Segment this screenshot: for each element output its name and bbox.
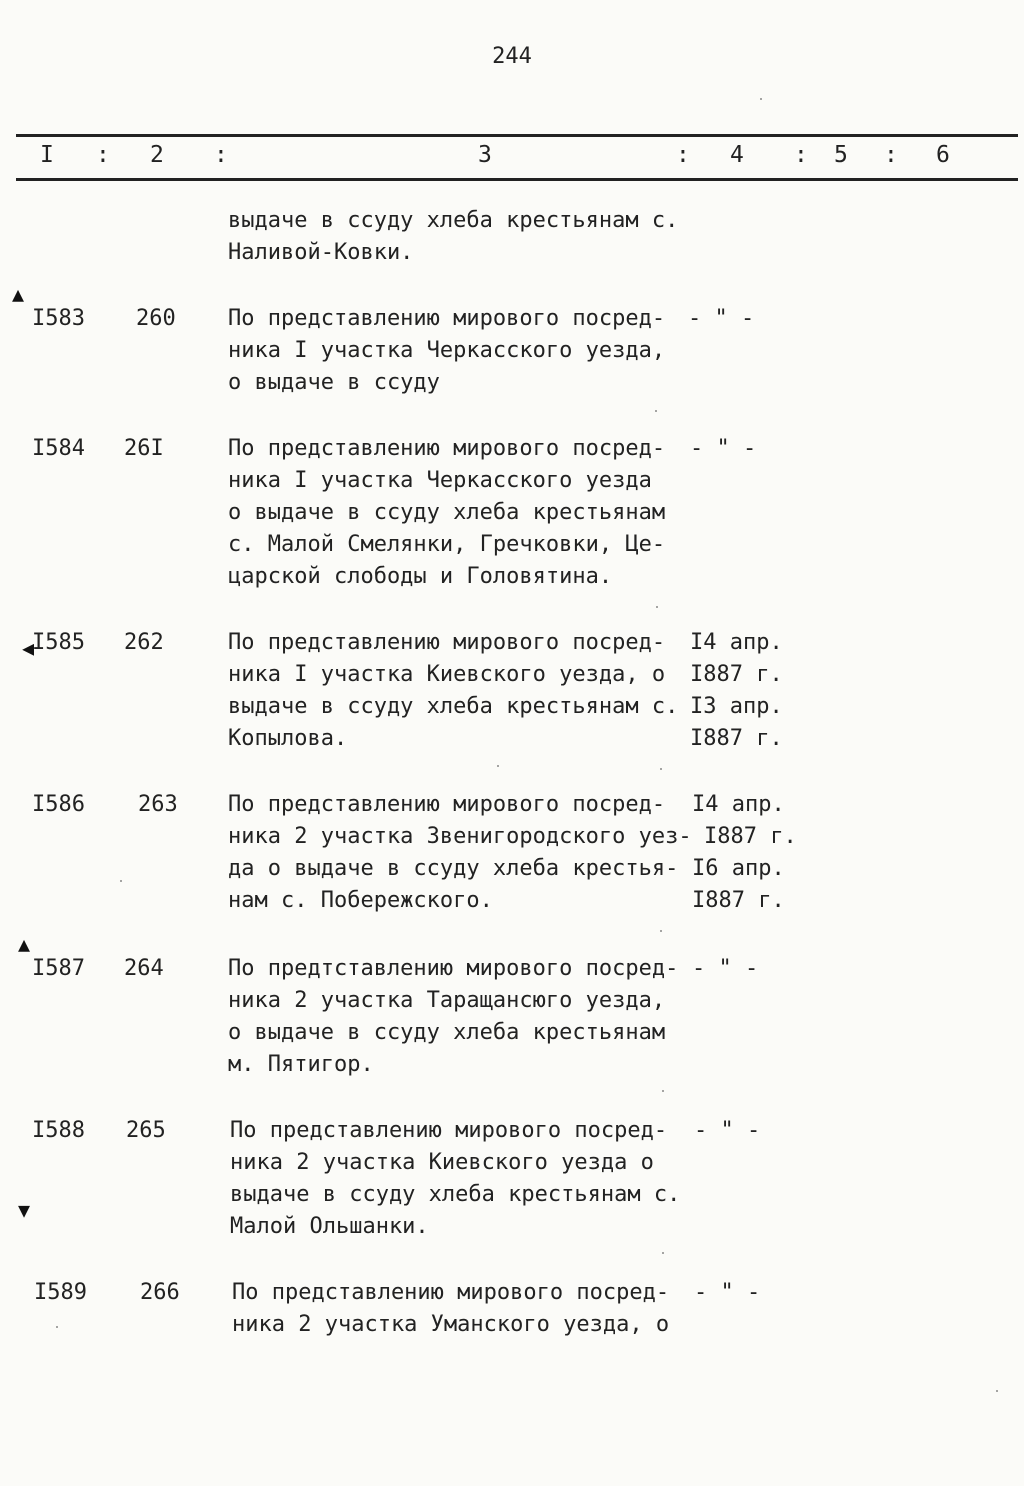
header-col-3: 3 (478, 142, 492, 168)
entry-date: - " - (690, 436, 757, 461)
entry-item-number: 263 (138, 792, 178, 817)
scan-speck (662, 1252, 664, 1254)
entry-description-line: Копылова. (228, 726, 348, 751)
entry-description-line: По представлению мирового посред- (228, 630, 666, 655)
scan-speck (660, 768, 662, 770)
entry-number: I588 (32, 1118, 85, 1143)
header-separator: : (794, 142, 808, 168)
entry-description-line: царской слободы и Головятина. (228, 564, 613, 589)
entry-description-line: ника I участка Черкасского уезда, (228, 338, 666, 363)
entry-description-line: ника I участка Киевского уезда, о (228, 662, 666, 687)
entry-description-line: ника 2 участка Уманского уезда, о (232, 1312, 670, 1337)
page-number: 244 (492, 44, 532, 69)
entry-description-line: о выдаче в ссуду хлеба крестьянам (228, 500, 666, 525)
scan-speck (996, 1390, 998, 1392)
entry-description-line: По представлению мирового посред- (228, 792, 666, 817)
entry-number: I584 (32, 436, 85, 461)
margin-arrow-mark-icon: ◀ (22, 636, 35, 660)
entry-description-line: о выдаче в ссуду хлеба крестьянам (228, 1020, 666, 1045)
entry-description-line: да о выдаче в ссуду хлеба крестья- (228, 856, 679, 881)
entry-description-line: По представлению мирового посред- (228, 306, 666, 331)
entry-date: - " - (688, 306, 755, 331)
entry-description-line: ника 2 участка Киевского уезда о (230, 1150, 654, 1175)
header-col-2: 2 (150, 142, 164, 168)
entry-number: I589 (34, 1280, 87, 1305)
entry-description-line: По предтставлению мирового посред- (228, 956, 679, 981)
entry-description-line: Малой Ольшанки. (230, 1214, 429, 1239)
continuation-line: выдаче в ссуду хлеба крестьянам с. (228, 208, 679, 233)
entry-description-line: ника 2 участка Звенигородского уез- (228, 824, 692, 849)
margin-arrow-mark-icon: ▼ (18, 1198, 31, 1222)
scan-speck (120, 880, 122, 882)
entry-date: - " - (694, 1118, 761, 1143)
scan-speck (655, 410, 657, 412)
entry-description-line: м. Пятигор. (228, 1052, 374, 1077)
table-top-rule (16, 134, 1018, 137)
entry-date: I887 г. (692, 888, 785, 913)
header-separator: : (214, 142, 228, 168)
entry-description-line: ника I участка Черкасского уезда (228, 468, 652, 493)
entry-item-number: 265 (126, 1118, 166, 1143)
scan-speck (656, 606, 658, 608)
header-separator: : (884, 142, 898, 168)
entry-date: I887 г. (690, 662, 783, 687)
entry-date: - " - (694, 1280, 761, 1305)
entry-item-number: 260 (136, 306, 176, 331)
entry-date: I887 г. (704, 824, 797, 849)
entry-number: I587 (32, 956, 85, 981)
entry-description-line: ника 2 участка Таращансюго уезда, (228, 988, 666, 1013)
entry-date: I3 апр. (690, 694, 783, 719)
entry-date: - " - (692, 956, 759, 981)
entry-number: I585 (32, 630, 85, 655)
scan-speck (660, 930, 662, 932)
entry-item-number: 262 (124, 630, 164, 655)
margin-arrow-mark-icon: ▲ (12, 282, 25, 306)
entry-description-line: По представлению мирового посред- (228, 436, 666, 461)
entry-number: I583 (32, 306, 85, 331)
entry-description-line: По представлению мирового посред- (232, 1280, 670, 1305)
scan-speck (497, 765, 499, 767)
header-col-6: 6 (936, 142, 950, 168)
entry-description-line: По представлению мирового посред- (230, 1118, 668, 1143)
entry-item-number: 264 (124, 956, 164, 981)
entry-description-line: с. Малой Смелянки, Гречковки, Це- (228, 532, 666, 557)
entry-date: I4 апр. (692, 792, 785, 817)
entry-description-line: выдаче в ссуду хлеба крестьянам с. (228, 694, 679, 719)
header-col-4: 4 (730, 142, 744, 168)
header-col-1: I (40, 142, 54, 168)
header-separator: : (676, 142, 690, 168)
scan-speck (760, 98, 762, 100)
entry-number: I586 (32, 792, 85, 817)
entry-description-line: о выдаче в ссуду (228, 370, 440, 395)
continuation-line: Наливой-Ковки. (228, 240, 414, 265)
entry-date: I4 апр. (690, 630, 783, 655)
entry-item-number: 26I (124, 436, 164, 461)
entry-item-number: 266 (140, 1280, 180, 1305)
margin-arrow-mark-icon: ▲ (18, 932, 31, 956)
entry-description-line: нам с. Побережского. (228, 888, 493, 913)
table-header-rule (16, 178, 1018, 181)
entry-description-line: выдаче в ссуду хлеба крестьянам с. (230, 1182, 681, 1207)
entry-date: I6 апр. (692, 856, 785, 881)
header-separator: : (96, 142, 110, 168)
scan-speck (662, 1090, 664, 1092)
header-col-5: 5 (834, 142, 848, 168)
scan-speck (56, 1326, 58, 1328)
entry-date: I887 г. (690, 726, 783, 751)
